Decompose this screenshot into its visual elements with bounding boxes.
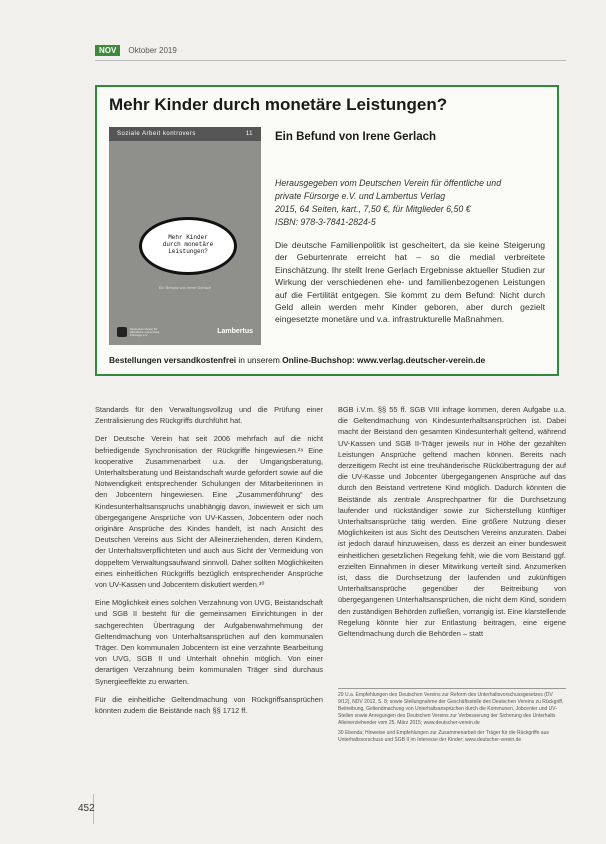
order-bold: Bestellungen versandkostenfrei xyxy=(109,355,237,365)
book-advertisement xyxy=(95,85,559,376)
speech-bubble xyxy=(139,217,237,275)
publisher-logo xyxy=(117,327,160,337)
cover-series: Soziale Arbeit kontrovers xyxy=(117,131,196,137)
section-badge: NOV xyxy=(95,45,120,56)
book-details xyxy=(275,177,545,229)
issue-date: Oktober 2019 xyxy=(128,46,177,55)
article-column-left xyxy=(95,404,323,723)
ad-subtitle: Ein Befund von Irene Gerlach xyxy=(275,131,437,143)
header-rule xyxy=(95,60,566,61)
footnotes xyxy=(338,688,566,747)
bubble-text: Mehr Kinder durch monetäre Leistungen? xyxy=(162,234,214,255)
page-number: 452 xyxy=(78,803,95,814)
page-header xyxy=(95,45,177,56)
meta-line: ISBN: 978-3-7841-2824-5 xyxy=(275,217,376,227)
cover-author: Ein Befund von Irene Gerlach xyxy=(158,285,212,290)
shop-link[interactable]: Online-Buchshop: www.verlag.deutscher-verein.de xyxy=(282,355,486,365)
paragraph: Für die einheitliche Geltendmachung von Rückgriffsansprüchen könnten zudem die Beistände nach §§ 1712 ff. xyxy=(95,694,323,716)
cover-number: 11 xyxy=(245,131,253,137)
logo-mark-icon xyxy=(117,327,127,337)
paragraph: BGB i.V.m. §§ 55 ff. SGB VIII infrage kommen, deren Aufgabe u.a. die Geltendmachung von Kindesunterhaltsansprüchen ist. Dabei macht der Beistand den gesamten Kindesunterhalt geltend, während UV-Kassen und SGB II-Träger jeweils nur in Höhe der gezahlten Leistungen Ansprüche geltend machen können. Bereits nach derzeitigem Recht ist eine treuhänderische Rückübertragung der auf die UV-Kasse und Jobcenter übergegangenen Ansprüche auf das durch den Beistand vertretene Kind möglich. Dadurch könnten die Beistände als zentrale Ansprechpartner für die Durchsetzung laufender und rückständiger sowie zur Sicherstellung künftiger Unterhaltsansprüche tätig werden. Eine größere Nutzung dieser Möglichkeiten ist aus Sicht des Deutschen Vereins anzuraten. Dabei ist jedoch darauf hinzuweisen, dass es derzeit an einer bundesweit einheitlichen gesetzlichen Regelung fehlt, wie die vom Beistand ggf. erzielten Einnahmen in dieser Mitwirkung verteilt sind. Anzumerken ist, dass die Durchsetzung der laufenden und zukünftigen Unterhaltsansprüche gegenüber der Beitreibung von übergegangenen Unterhaltsansprüchen, die nicht dem Kind, sondern den zuständigen Behörden zufließen, vorrangig ist. Eine klarstellende Regelung könnte hier zur Entlastung beitragen, eine eigene Geltendmachung durch die Behörden – statt xyxy=(338,405,566,639)
paragraph: Standards für den Verwaltungsvollzug und die Prüfung einer Zentralisierung des Rückgriffs durchführt hat. xyxy=(95,405,323,426)
meta-line: Herausgegeben vom Deutschen Verein für öffentliche und xyxy=(275,178,502,188)
order-mid: in unserem xyxy=(236,355,283,365)
cover-series-bar xyxy=(109,127,261,141)
ad-description: Die deutsche Familienpolitik ist gescheitert, da sie keine Steigerung der Geburtenrate erreicht hat – so die medial verbreitete Einschätzung. Ihr stellt Irene Gerlach Ergebnisse aktueller Studien zur Wirkung der verschiedenen ehe- und familienbezogenen Leistungen auf die Fertilität entgegen. Sie kommt zu dem Befund: Nicht durch Geld allein werden mehr Kinder geboren, aber durch gezielt eingesetzte monetäre und v.a. infrastrukturelle Maßnahmen. xyxy=(275,240,545,325)
meta-line: private Fürsorge e.V. und Lambertus Verlag xyxy=(275,191,446,201)
ad-title: Mehr Kinder durch monetäre Leistungen? xyxy=(109,95,448,114)
paragraph: Eine Möglichkeit eines solchen Verzahnung von UVG, Beistandschaft und SGB II besteht für die gemeinsamen Einrichtungen in der sachgerechten Übertragung der Aufgabenwahrnehmung der Geltendmachung von Unterhaltsansprüchen auf den kommunalen Träger. Den kommunalen Jobcentern ist eine verzahnte Bearbeitung von UVG, SGB II und Unterhalt ohnehin möglich. Von einer derartigen Verzahnung beim kommunalen Träger sind durchaus Synergieeffekte zu erwarten. xyxy=(95,598,323,686)
meta-line: 2015, 64 Seiten, kart., 7,50 €, für Mitglieder 6,50 € xyxy=(275,204,471,214)
footnote: 29 U.a. Empfehlungen des Deutschen Vereins zur Reform des Unterhaltsvorschussgesetzes (DV 9/12), NDV 2012, S. 8; sowie Stellungnahme der Geschäftsstelle des Deutschen Vereins zu Rückgriff, Beitreibung, Geltendmachung von Unterhaltsansprüchen durch die Kommunen, Jobcenter und UV-Stellen sowie Anregungen des Deutschen Vereins zur Verbesserung der Sicherung des Unterhalts Alleinerziehender vom 25. März 2015; www.deutscher-verein.de xyxy=(338,692,564,726)
order-line xyxy=(109,355,485,365)
footnote: 30 Ebenda; Hinweise und Empfehlungen zur Zusammenarbeit der Träger für die Rückgriffe aus Unterhaltsvorschuss und SGB II im Interesse der Kinder; www.deutscher-verein.de xyxy=(338,730,549,743)
paragraph: Der Deutsche Verein hat seit 2006 mehrfach auf die nicht befriedigende Synchronisation der Rückgriffe hingewiesen.²⁹ Eine kooperative Zusammenarbeit u.a. der Umgangsberatung, Unterhaltsberatung und Beistandschaft wurde gefordert sowie auf die Notwendigkeit entsprechender Schulungen der Mitarbeiterinnen in den Jobcentern hingewiesen. Eine „Zusammenführung“ des Kindesunterhaltsanspruchs unabhängig davon, inwieweit er sich um übergegangene Ansprüche von UV-Kassen, Jobcentern oder noch originäre Ansprüche des Kindes handelt, ist nach Ansicht des Deutschen Vereins aus Sicht der Alleinerziehenden, deren Kindern, der Unterhaltsverpflichteten und auch aus Sicht der Vermeidung von doppeltem Verwaltungsaufwand sinnvoll. Daher sollten Möglichkeiten eines einheitlichen Rückgriffs bezüglich entsprechender Ansprüche von UV-Kassen und Jobcentern diskutiert werden.³⁰ xyxy=(95,434,323,590)
book-cover-image xyxy=(109,127,261,345)
cover-publisher: Lambertus xyxy=(217,328,253,335)
logo-text: Deutscher Verein für öffentliche und private Fürsorge e.V. xyxy=(130,326,160,337)
article-column-right xyxy=(338,404,566,646)
